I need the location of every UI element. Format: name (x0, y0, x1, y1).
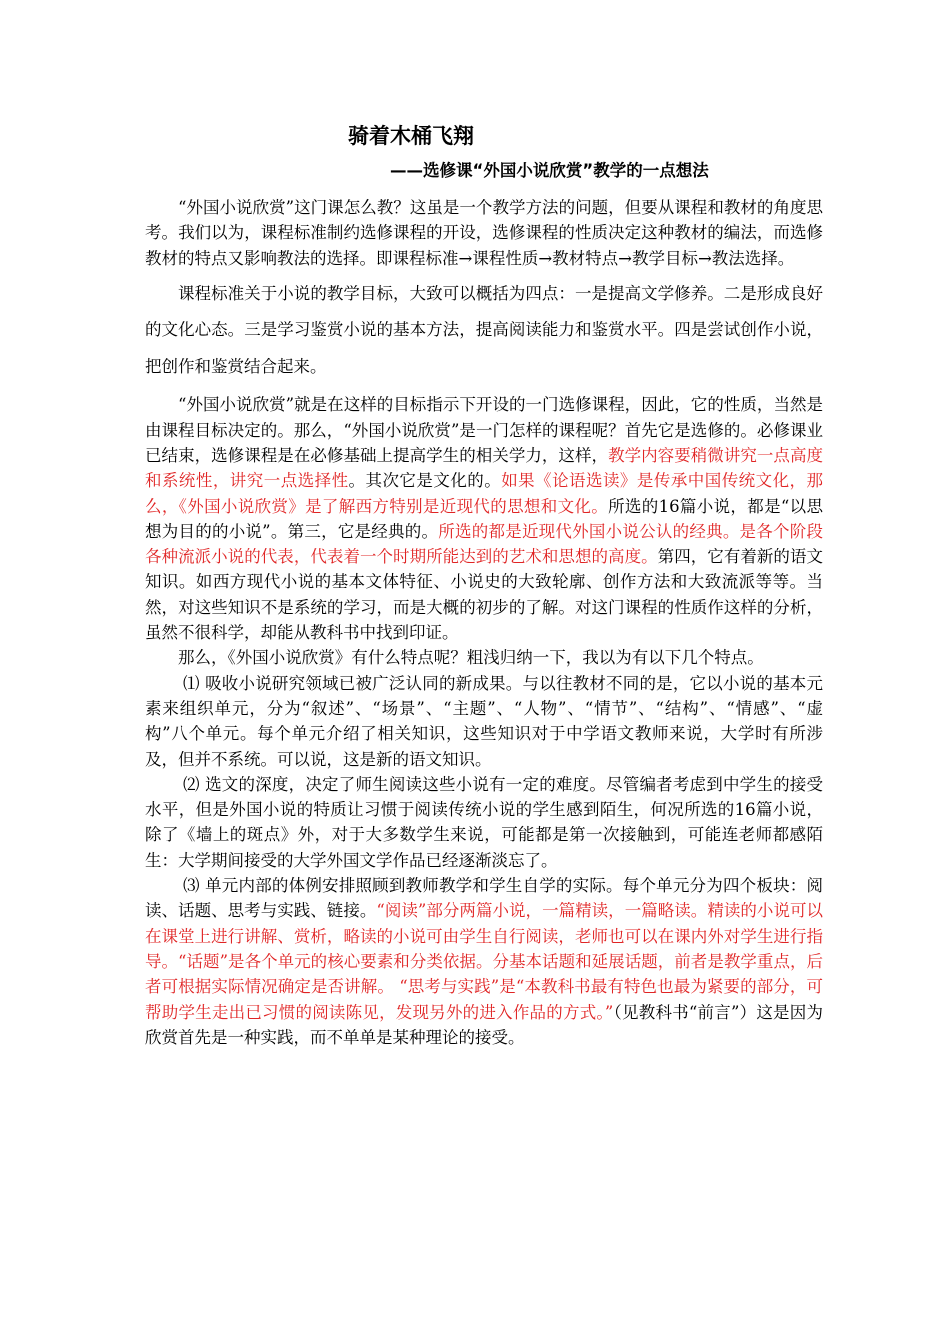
list-item-2: ⑵ 选文的深度，决定了师生阅读这些小说有一定的难度。尽管编者考虑到中学生的接受水平，但是外国小说的特质让习惯于阅读传统小说的学生感到陌生，何况所选的16篇小说，除了《墙上的斑点》外，对于大多数学生来说，可能都是第一次接触到，可能连老师都感陌生：大学期间接受的大学外国文学作品已经逐渐淡忘了。 (145, 774, 823, 870)
paragraph-2: 课程标准关于小说的教学目标，大致可以概括为四点：一是提高文学修养。二是形成良好的文化心态。三是学习鉴赏小说的基本方法，提高阅读能力和鉴赏水平。四是尝试创作小说，把创作和鉴赏结合起来。 (145, 283, 823, 376)
document-subtitle: ——选修课“外国小说欣赏”教学的一点想法 (390, 161, 709, 180)
paragraph-3 (145, 392, 823, 645)
paragraph-3-text: 。其次它是文化的。 (348, 471, 502, 491)
list-item-3 (145, 873, 823, 1050)
paragraph-3-highlight: 如果《论语选读》是传承中国传统文化，那么，《外国小说欣赏》是了解西方特别是近现代的思想和文化。 (145, 471, 824, 516)
list-item-3-text: （见教科书“前言”）这是因为欣赏首先是一种实践，而不单单是某种理论的接受。 (145, 1002, 823, 1047)
list-item-3-text: ⑶ 单元内部的体例安排照顾到教师教学和学生自学的实际。每个单元分为四个板块：阅读、话题、思考与实践、链接。 (145, 876, 823, 921)
document-title: 骑着木桶飞翔 (348, 124, 474, 148)
list-item-1: ⑴ 吸收小说研究领域已被广泛认同的新成果。与以往教材不同的是，它以小说的基本元素来组织单元，分为“叙述”、“场景”、“主题”、“人物”、“情节”、“结构”、“情感”、“虚构”八个单元。每个单元介绍了相关知识，这些知识对于中学语文教师来说，大学时有所涉及，但并不系统。可以说，这是新的语文知识。 (145, 673, 823, 769)
paragraph-1: “外国小说欣赏”这门课怎么教？这虽是一个教学方法的问题，但要从课程和教材的角度思考。我们以为，课程标准制约选修课程的开设，选修课程的性质决定这种教材的编法，而选修教材的特点又影响教法的选择。即课程标准→课程性质→教材特点→教学目标→教法选择。 (145, 198, 823, 268)
paragraph-3-highlight: 教学内容要稍微讲究一点高度和系统性，讲究一点选择性 (145, 445, 824, 491)
paragraph-3-text: “外国小说欣赏”就是在这样的目标指示下开设的一门选修课程，因此，它的性质，当然是由课程目标决定的。那么，“外国小说欣赏”是一门怎样的课程呢？首先它是选修的。必修课业已结束，选修课程是在必修基础上提高学生的相关学力，这样， (145, 395, 823, 465)
document-body (145, 195, 823, 1050)
paragraph-3-text: 第四，它有着新的语文知识。如西方现代小说的基本文体特征、小说史的大致轮廓、创作方法和大致流派等等。当然，对这些知识不是系统的学习，而是大概的初步的了解。对这门课程的性质作这样的分析，虽然不很科学，却能从教科书中找到印证。 (145, 547, 824, 643)
paragraph-4: 那么，《外国小说欣赏》有什么特点呢？粗浅归纳一下，我以为有以下几个特点。 (178, 648, 764, 668)
paragraph-3-highlight: 所选的都是近现代外国小说公认的经典。是各个阶段各种流派小说的代表，代表着一个时期所能达到的艺术和思想的高度。 (145, 521, 824, 567)
list-item-3-highlight: “阅读”部分两篇小说，一篇精读，一篇略读。精读的小说可以在课堂上进行讲解、赏析，略读的小说可由学生自行阅读，老师也可以在课内外对学生进行指导。“话题”是各个单元的核心要素和分类依据。分基本话题和延展话题，前者是教学重点，后者可根据实际情况确定是否讲解。 “思考与实践”是“本教科书最有特色也最为紧要的部分，可帮助学生走出已习惯的阅读陈见，发现另外的进入作品的方式。” (145, 901, 824, 1022)
paragraph-3-text: 所选的16篇小说，都是“以思想为目的的小说”。第三，它是经典的。 (145, 496, 824, 541)
